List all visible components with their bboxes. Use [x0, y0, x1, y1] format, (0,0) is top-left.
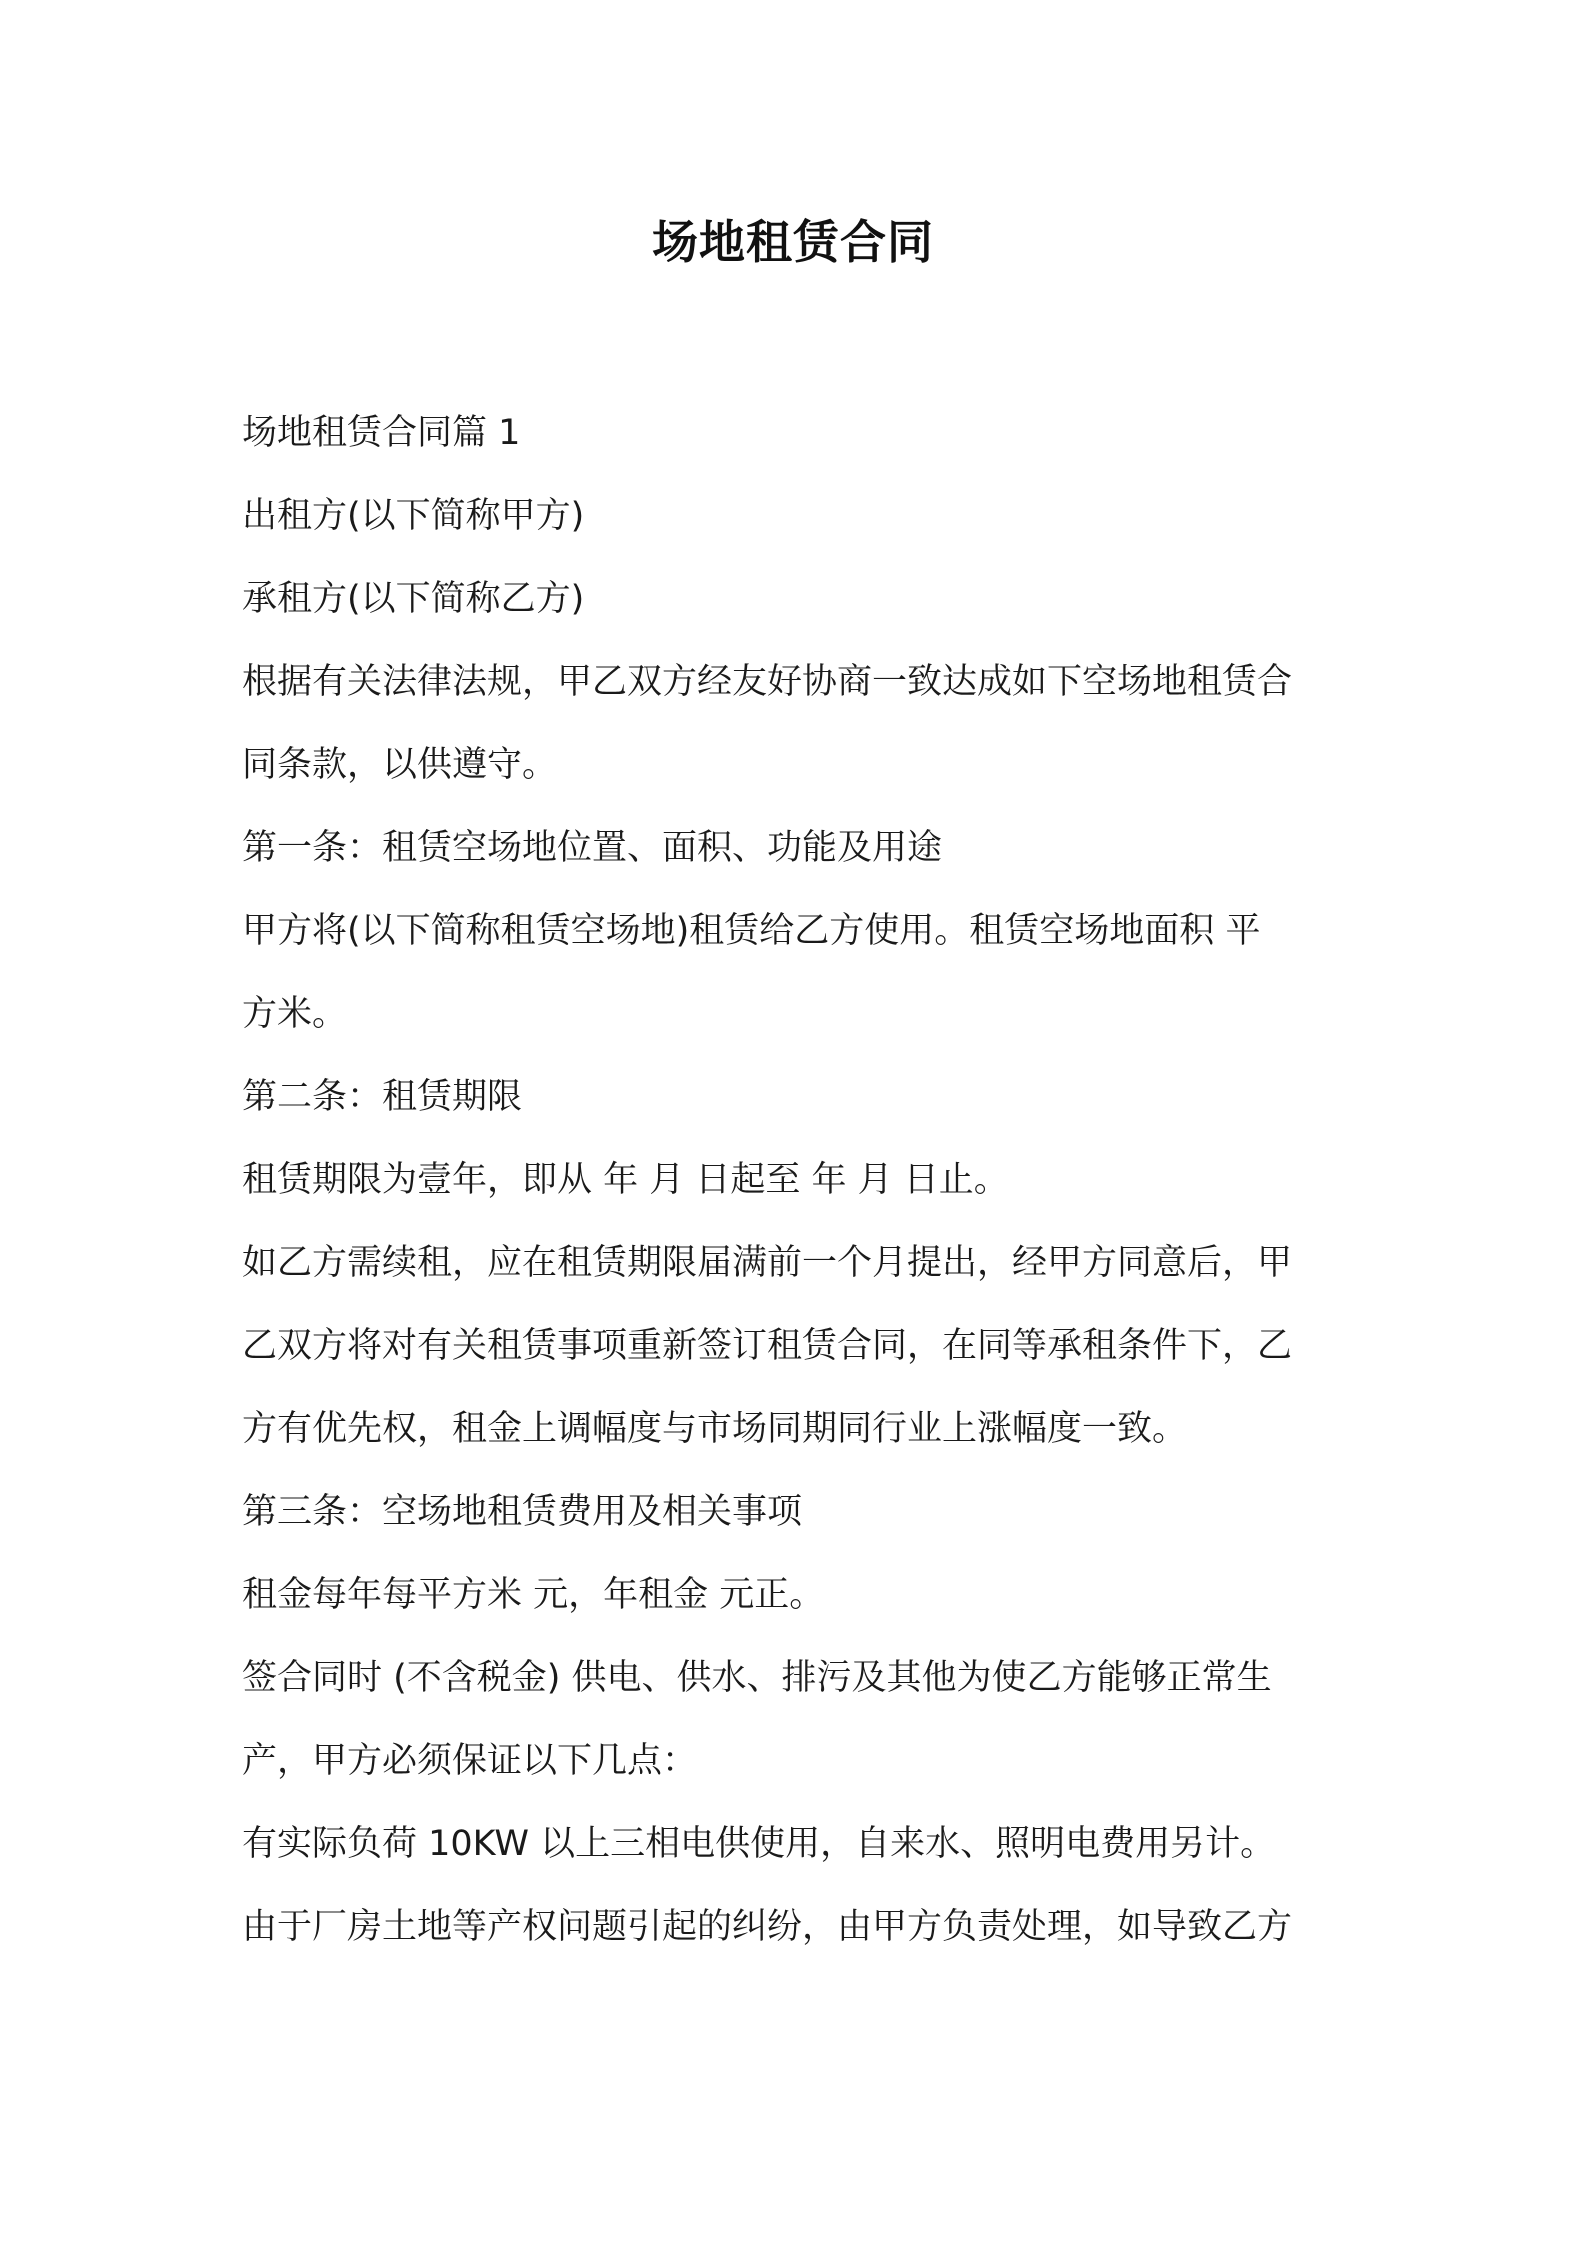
body-line: 第一条：租赁空场地位置、面积、功能及用途: [242, 828, 943, 868]
body-line: 租金每年每平方米 元，年租金 元正。: [242, 1575, 825, 1615]
body-line: 同条款，以供遵守。: [242, 745, 558, 785]
body-line: 乙双方将对有关租赁事项重新签订租赁合同，在同等承租条件下，乙: [242, 1326, 1293, 1366]
body-line: 根据有关法律法规，甲乙双方经友好协商一致达成如下空场地租赁合: [242, 662, 1293, 702]
body-line: 签合同时 (不含税金) 供电、供水、排污及其他为使乙方能够正常生: [242, 1658, 1272, 1698]
body-line: 方有优先权，租金上调幅度与市场同期同行业上涨幅度一致。: [242, 1409, 1188, 1449]
body-line: 甲方将(以下简称租赁空场地)租赁给乙方使用。租赁空场地面积 平: [242, 911, 1261, 951]
body-line: 承租方(以下简称乙方): [242, 579, 585, 619]
body-line: 出租方(以下简称甲方): [242, 496, 585, 536]
body-line: 由于厂房土地等产权问题引起的纠纷，由甲方负责处理，如导致乙方: [242, 1907, 1293, 1947]
document-title: 场地租赁合同: [652, 215, 934, 269]
document-body: [242, 405, 1362, 1982]
body-line: 租赁期限为壹年，即从 年 月 日起至 年 月 日止。: [242, 1160, 1009, 1200]
body-line: 如乙方需续租，应在租赁期限届满前一个月提出，经甲方同意后，甲: [242, 1243, 1293, 1283]
body-line: 方米。: [242, 994, 348, 1034]
body-line: 第三条：空场地租赁费用及相关事项: [242, 1492, 803, 1532]
body-line: 第二条：租赁期限: [242, 1077, 523, 1117]
body-line: 产，甲方必须保证以下几点：: [242, 1741, 698, 1781]
body-line: 场地租赁合同篇 1: [242, 413, 521, 453]
body-line: 有实际负荷 10KW 以上三相电供使用，自来水、照明电费用另计。: [242, 1824, 1276, 1864]
